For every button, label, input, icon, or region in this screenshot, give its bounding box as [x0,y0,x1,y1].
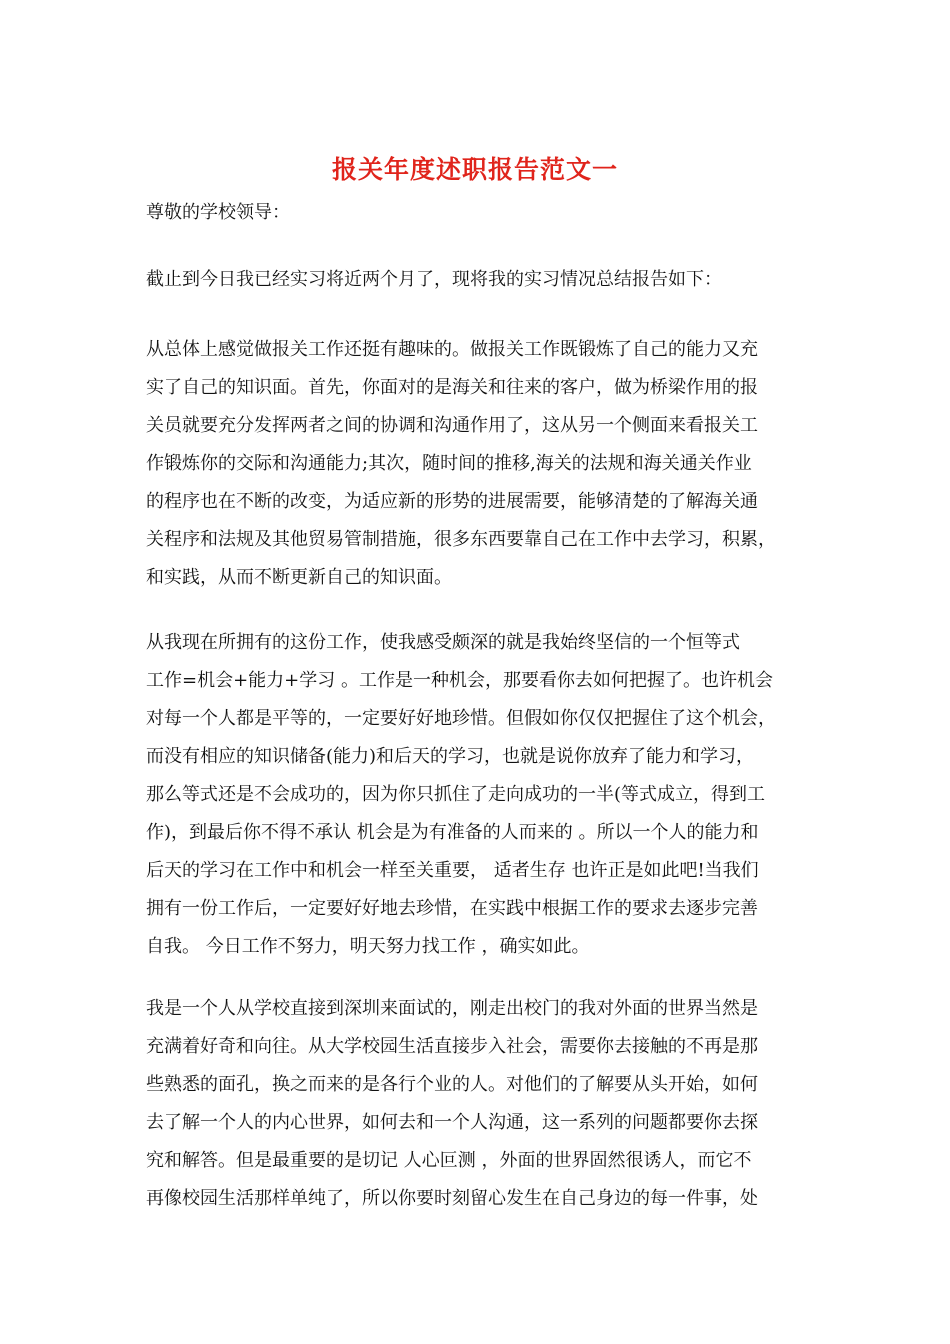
salutation: 尊敬的学校领导： [146,202,290,223]
paragraph-2 [146,331,806,597]
paragraph-line: 去了解一个人的内心世界，如何去和一个人沟通，这一系列的问题都要你去探 [146,1112,758,1133]
paragraph-line: 些熟悉的面孔，换之而来的是各行个业的人。对他们的了解要从头开始，如何 [146,1074,758,1095]
document-title: 报关年度述职报告范文一 [331,155,618,184]
paragraph-line: 的程序也在不断的改变，为适应新的形势的进展需要，能够清楚的了解海关通 [146,491,758,512]
paragraph-line: 截止到今日我已经实习将近两个月了，现将我的实习情况总结报告如下： [146,269,722,290]
paragraph-line: 从我现在所拥有的这份工作，使我感受颇深的就是我始终坚信的一个恒等式 [146,632,740,653]
paragraph-3 [146,624,806,966]
paragraph-line: 而没有相应的知识储备(能力)和后天的学习，也就是说你放弃了能力和学习， [146,746,755,767]
paragraph-line: 和实践，从而不断更新自己的知识面。 [146,567,452,588]
paragraph-line: 后天的学习在工作中和机会一样至关重要， 适者生存 也许正是如此吧!当我们 [146,860,759,881]
paragraph-line: 作锻炼你的交际和沟通能力;其次，随时间的推移,海关的法规和海关通关作业 [146,453,752,474]
paragraph-line: 对每一个人都是平等的，一定要好好地珍惜。但假如你仅仅把握住了这个机会， [146,708,776,729]
paragraph-line: 关员就要充分发挥两者之间的协调和沟通作用了，这从另一个侧面来看报关工 [146,415,758,436]
paragraph-line: 那么等式还是不会成功的，因为你只抓住了走向成功的一半(等式成立，得到工 [146,784,766,805]
paragraph-line: 从总体上感觉做报关工作还挺有趣味的。做报关工作既锻炼了自己的能力又充 [146,339,758,360]
paragraph-line: 实了自己的知识面。首先，你面对的是海关和往来的客户，做为桥梁作用的报 [146,377,758,398]
paragraph-line: 工作=机会+能力+学习 。工作是一种机会，那要看你去如何把握了。也许机会 [146,670,773,691]
paragraph-line: 自我。 今日工作不努力，明天努力找工作 ，确实如此。 [146,936,590,957]
paragraph-line: 拥有一份工作后，一定要好好地去珍惜，在实践中根据工作的要求去逐步完善 [146,898,758,919]
paragraph-line: 究和解答。但是最重要的是切记 人心叵测 ，外面的世界固然很诱人，而它不 [146,1150,752,1171]
paragraph-1 [146,261,806,299]
paragraph-line: 我是一个人从学校直接到深圳来面试的，刚走出校门的我对外面的世界当然是 [146,998,758,1019]
paragraph-line: 关程序和法规及其他贸易管制措施，很多东西要靠自己在工作中去学习，积累， [146,529,776,550]
paragraph-4 [146,990,806,1218]
paragraph-line: 作)，到最后你不得不承认 机会是为有准备的人而来的 。所以一个人的能力和 [146,822,759,843]
paragraph-line: 再像校园生活那样单纯了，所以你要时刻留心发生在自己身边的每一件事，处 [146,1188,758,1209]
paragraph-line: 充满着好奇和向往。从大学校园生活直接步入社会，需要你去接触的不再是那 [146,1036,758,1057]
